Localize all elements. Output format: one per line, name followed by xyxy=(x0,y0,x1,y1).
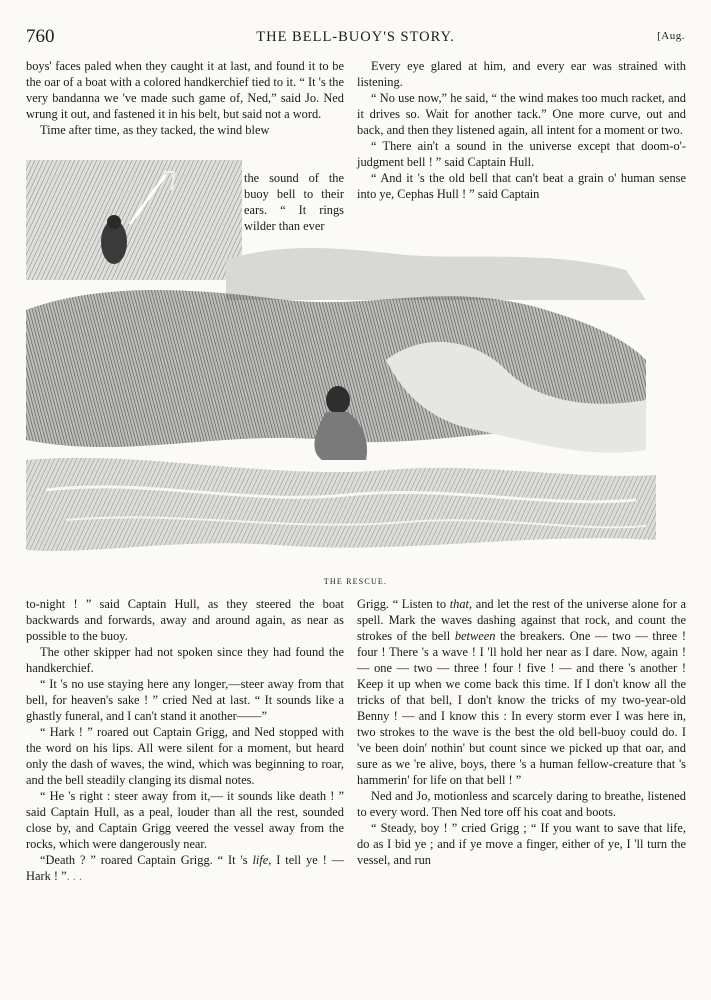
emphasis: life, xyxy=(252,853,272,867)
paragraph: “ It 's no use staying here any longer,—steer away from that bell, for heaven's sake ! ” cried Ned at last. “ It sounds like a ghastly funeral, and I can't stand it another——” xyxy=(26,677,344,723)
text-run: and let the rest of the universe alone for a spell. Mark the waves dashing against that rock, and count the strokes of the bell xyxy=(357,597,686,643)
paragraph: Time after time, as they tacked, the wind blew xyxy=(40,123,270,137)
text-run: Grigg. “ Listen to xyxy=(357,597,450,611)
rescue-illustration xyxy=(26,160,656,570)
figure-caption: THE RESCUE. xyxy=(323,577,388,586)
paragraph: to-night ! ” said Captain Hull, as they steered the boat backwards and forwards, away and around again, as near as possible to the buoy. xyxy=(26,597,344,643)
text-run: I tell ye ! — Hark ! ” xyxy=(26,853,345,883)
paragraph: The other skipper had not spoken since they had found the handkerchief. xyxy=(26,645,344,675)
column-left-top xyxy=(26,58,344,138)
issue-label: [Aug. xyxy=(657,30,685,42)
paragraph: Every eye glared at him, and every ear was strained with listening. xyxy=(357,59,686,89)
emphasis: between xyxy=(454,629,496,643)
page-header xyxy=(26,26,685,48)
paragraph: “ He 's right : steer away from it,— it sounds like death ! ” said Captain Hull, as a peal, louder than all the rest, sounded close by, and Captain Grigg veered the vessel away from the rocks, which were dangerously near. xyxy=(26,789,344,851)
emphasis: that, xyxy=(449,597,473,611)
paragraph: Ned and Jo, motionless and scarcely daring to breathe, listened to every word. Then Ned tore off his coat and boots. xyxy=(357,789,686,819)
page-number: 760 xyxy=(26,26,55,47)
paragraph xyxy=(26,852,344,884)
column-left-bottom xyxy=(26,596,344,884)
paragraph: boys' faces paled when they caught it at last, and found it to be the oar of a boat with a colored handkerchief tied to it. “ It 's the very bandanna we 've made such game of, Ned,” said Jo. Ned wrung it out, and fastened it in his belt, but said not a word. xyxy=(26,59,344,121)
text-run: the breakers. One — two — three ! four ! There 's a wave ! I 'll hold her near as I dare. Now, again ! — one — two — three ! four ! five ! — and there 's another ! Keep it up when we come back this time. If I don't know all the tricks of that bell, I don't know the tricks of my two-year-old Benny ! — and I know this : In every storm ever I was here in, two strokes to the wave is the best the old bell-buoy could do. I 've been doin' nothin' but count since we picked up that oar, and sure as we 're alive, boys, there 's a human fellow-creature that 's hammerin' for life on that bell ! ” xyxy=(357,629,686,787)
paragraph: “ No use now,” he said, “ the wind makes too much racket, and it drives so. Wait for another tack.” One more curve, out and back, and then they listened again, all intent for a moment or two. xyxy=(357,91,686,137)
paragraph: the sound of the buoy bell to their ears. “ It rings wilder than ever xyxy=(244,171,344,233)
paragraph xyxy=(357,596,686,788)
paragraph: “ Hark ! ” roared out Captain Grigg, and Ned stopped with the word on his lips. All were silent for a moment, but heard only the dash of waves, the wind, which was beginning to roar, and the bell steadily clanging its dismal notes. xyxy=(26,725,344,787)
paragraph: “ Steady, boy ! ” cried Grigg ; “ If you want to save that life, do as I bid ye ; and if ye move a finger, either of ye, I 'll turn the vessel, and run xyxy=(357,821,686,867)
column-right-bottom xyxy=(357,596,686,868)
ellipsis-trail: . . . xyxy=(66,869,83,883)
running-title: THE BELL-BUOY'S STORY. xyxy=(256,29,455,45)
paragraph: “ And it 's the old bell that can't beat a grain o' human sense into ye, Cephas Hull ! ” said Captain xyxy=(357,171,686,201)
engraving-image xyxy=(26,160,656,570)
paragraph: “ There ain't a sound in the universe except that doom-o'-judgment bell ! ” said Captain Hull. xyxy=(357,139,686,169)
text-run: “Death ? ” roared Captain Grigg. “ It 's xyxy=(40,853,253,867)
